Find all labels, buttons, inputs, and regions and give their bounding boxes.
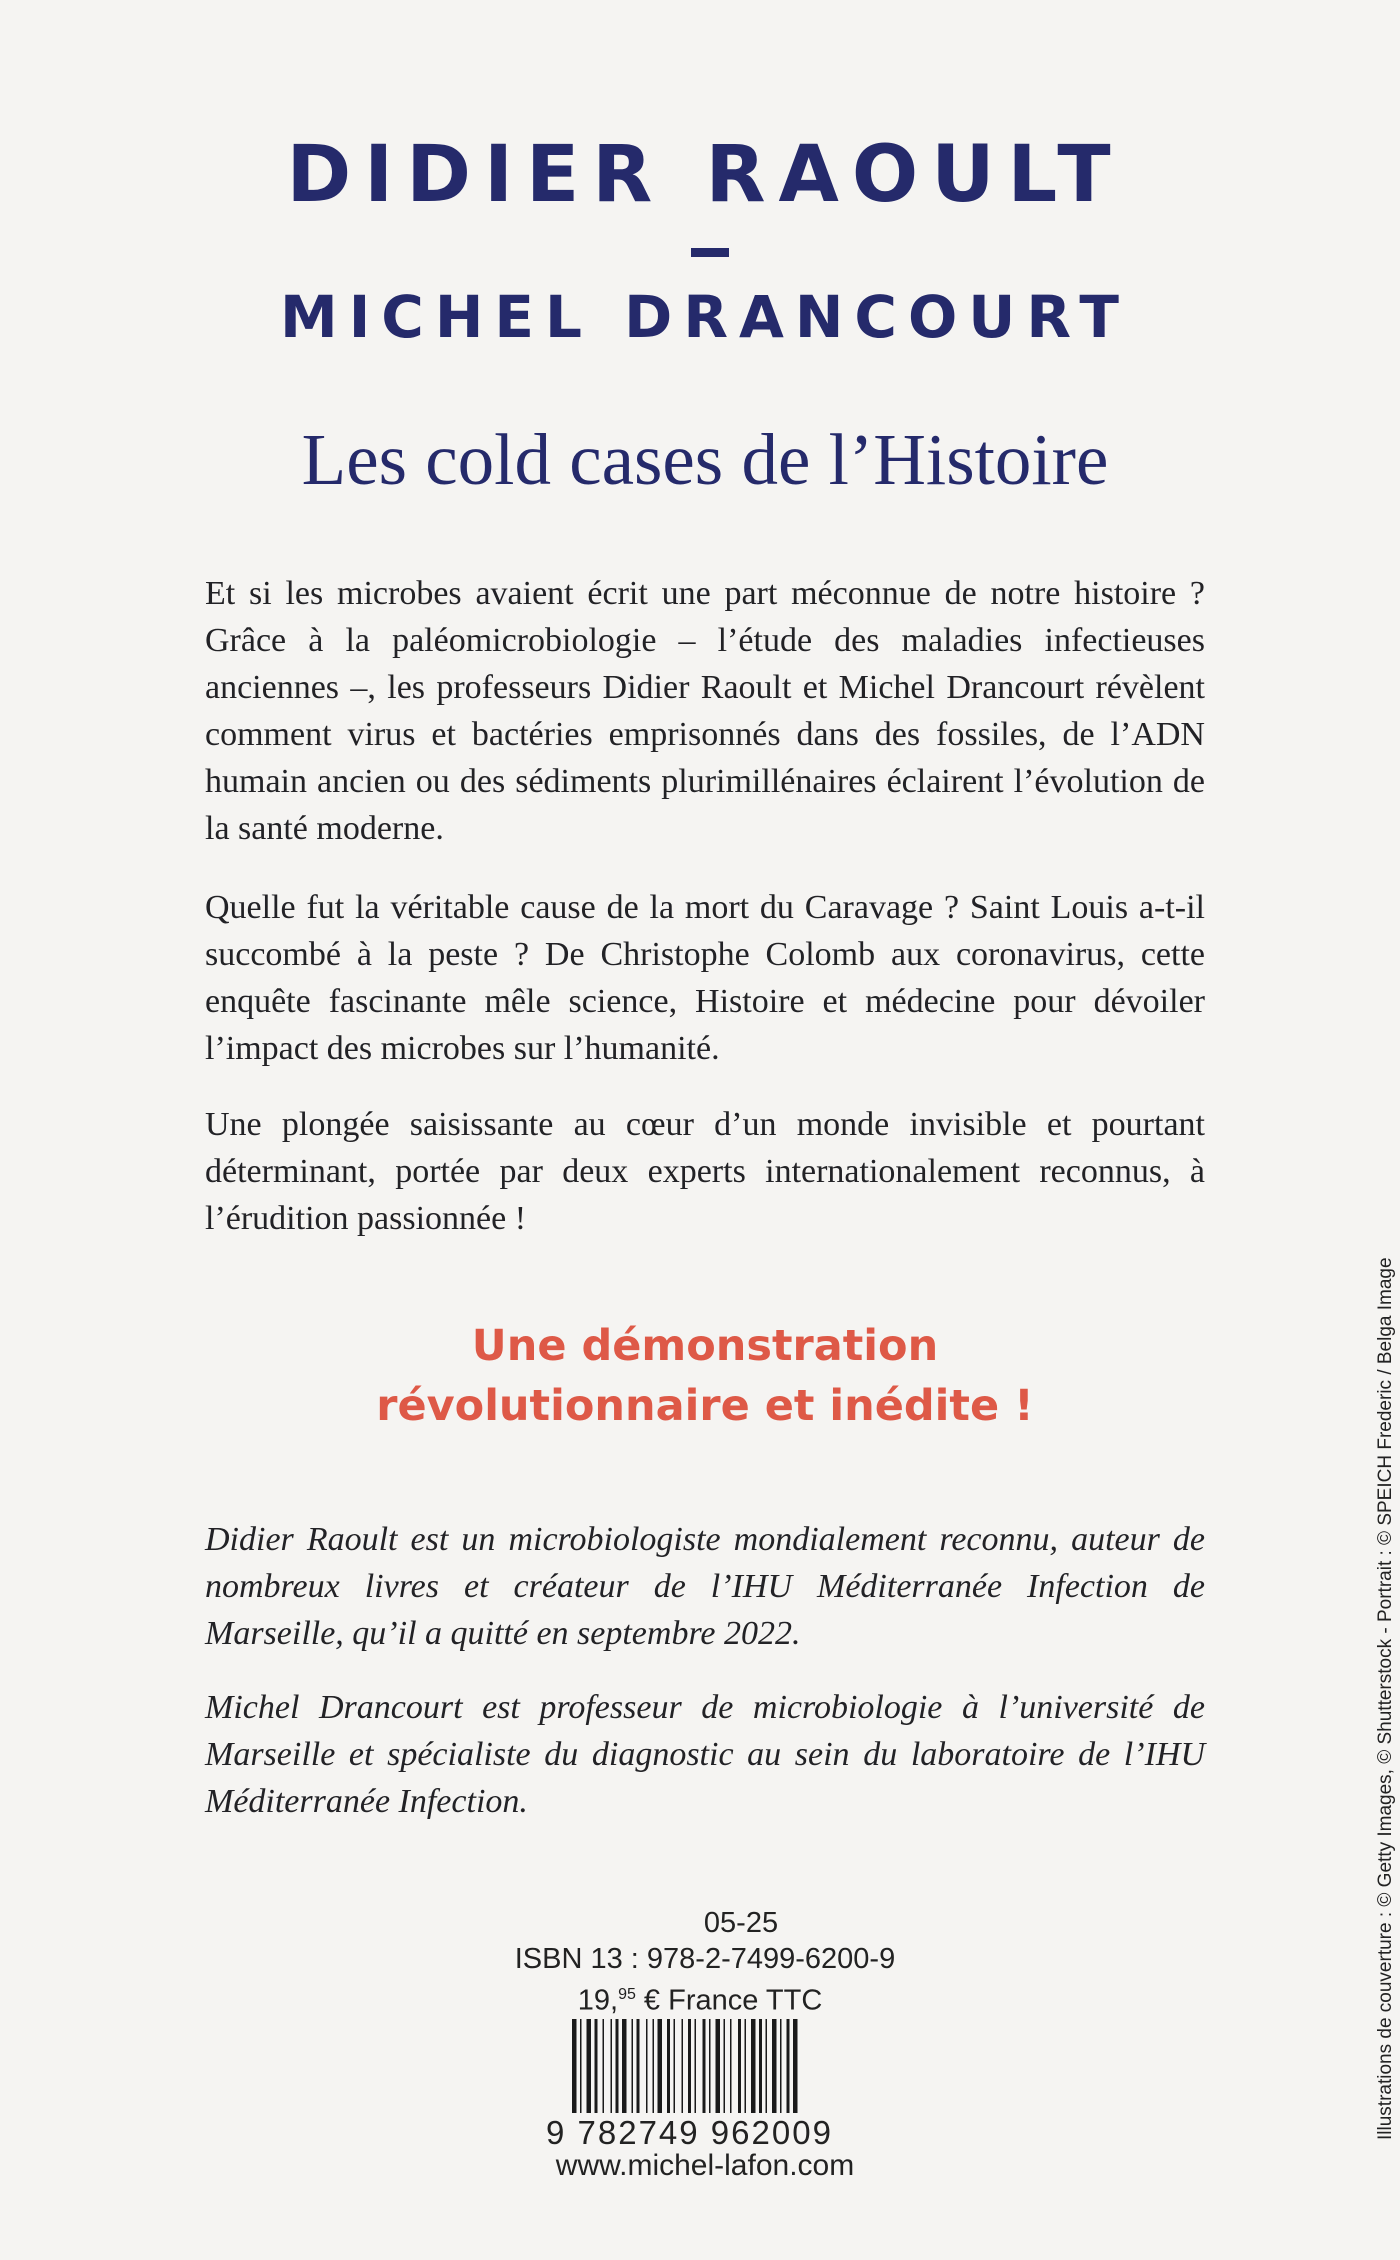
author-bio-1: Didier Raoult est un microbiologiste mondialement reconnu, auteur de nombreux livres et créateur de l’IHU Méditerranée Infection de Marseille, qu’il a quitté en septembre 2022.	[205, 1521, 1205, 1652]
isbn: ISBN 13 : 978-2-7499-6200-9	[514, 1943, 896, 1975]
author-bio-2: Michel Drancourt est professeur de microbiologie à l’université de Marseille et spécialiste du diagnostic au sein du laboratoire de l’IHU Méditerranée Infection.	[205, 1689, 1205, 1820]
tagline-line-2: révolutionnaire et inédite !	[376, 1381, 1034, 1431]
author-name-1: DIDIER RAOULT	[286, 130, 1124, 220]
price-cents: 95	[618, 1986, 636, 2003]
edition-code: 05-25	[703, 1907, 779, 1939]
author-name-2: MICHEL DRANCOURT	[280, 283, 1130, 351]
book-title: Les cold cases de l’Histoire	[301, 419, 1109, 500]
author-separator	[691, 248, 729, 257]
barcode-digits: 9 782749 962009	[546, 2114, 833, 2151]
blurb-paragraph-1: Et si les microbes avaient écrit une part méconnue de notre histoire ? Grâce à la paléomicrobiologie – l’étude des maladies infectieuses anciennes –, les professeurs Didier Raoult et Michel Drancourt révèlent comment virus et bactéries emprisonnés dans des fossiles, de l’ADN humain ancien ou des sédiments plurimillénaires éclairent l’évolution de la santé moderne.	[205, 575, 1205, 847]
tagline-line-1: Une démonstration	[471, 1321, 939, 1371]
publisher-website: www.michel-lafon.com	[555, 2149, 855, 2182]
blurb-paragraph-3: Une plongée saisissante au cœur d’un monde invisible et pourtant déterminant, portée par deux experts internationalement reconnus, à l’érudition passionnée !	[205, 1106, 1205, 1237]
barcode	[572, 2019, 858, 2113]
tagline	[0, 1316, 1400, 1436]
illustration-credits: Illustrations de couverture : © Getty Images, © Shutterstock - Portrait : © SPEICH Frederic / Belga Image	[1375, 1257, 1396, 2140]
price	[0, 1978, 1400, 2018]
blurb-paragraph-2: Quelle fut la véritable cause de la mort du Caravage ? Saint Louis a-t-il succombé à la peste ? De Christophe Colomb aux coronavirus, cette enquête fascinante mêle science, Histoire et médecine pour dévoiler l’impact des microbes sur l’humanité.	[205, 889, 1205, 1067]
price-main: 19,	[577, 1984, 619, 2017]
price-suffix: € France TTC	[635, 1984, 823, 2017]
